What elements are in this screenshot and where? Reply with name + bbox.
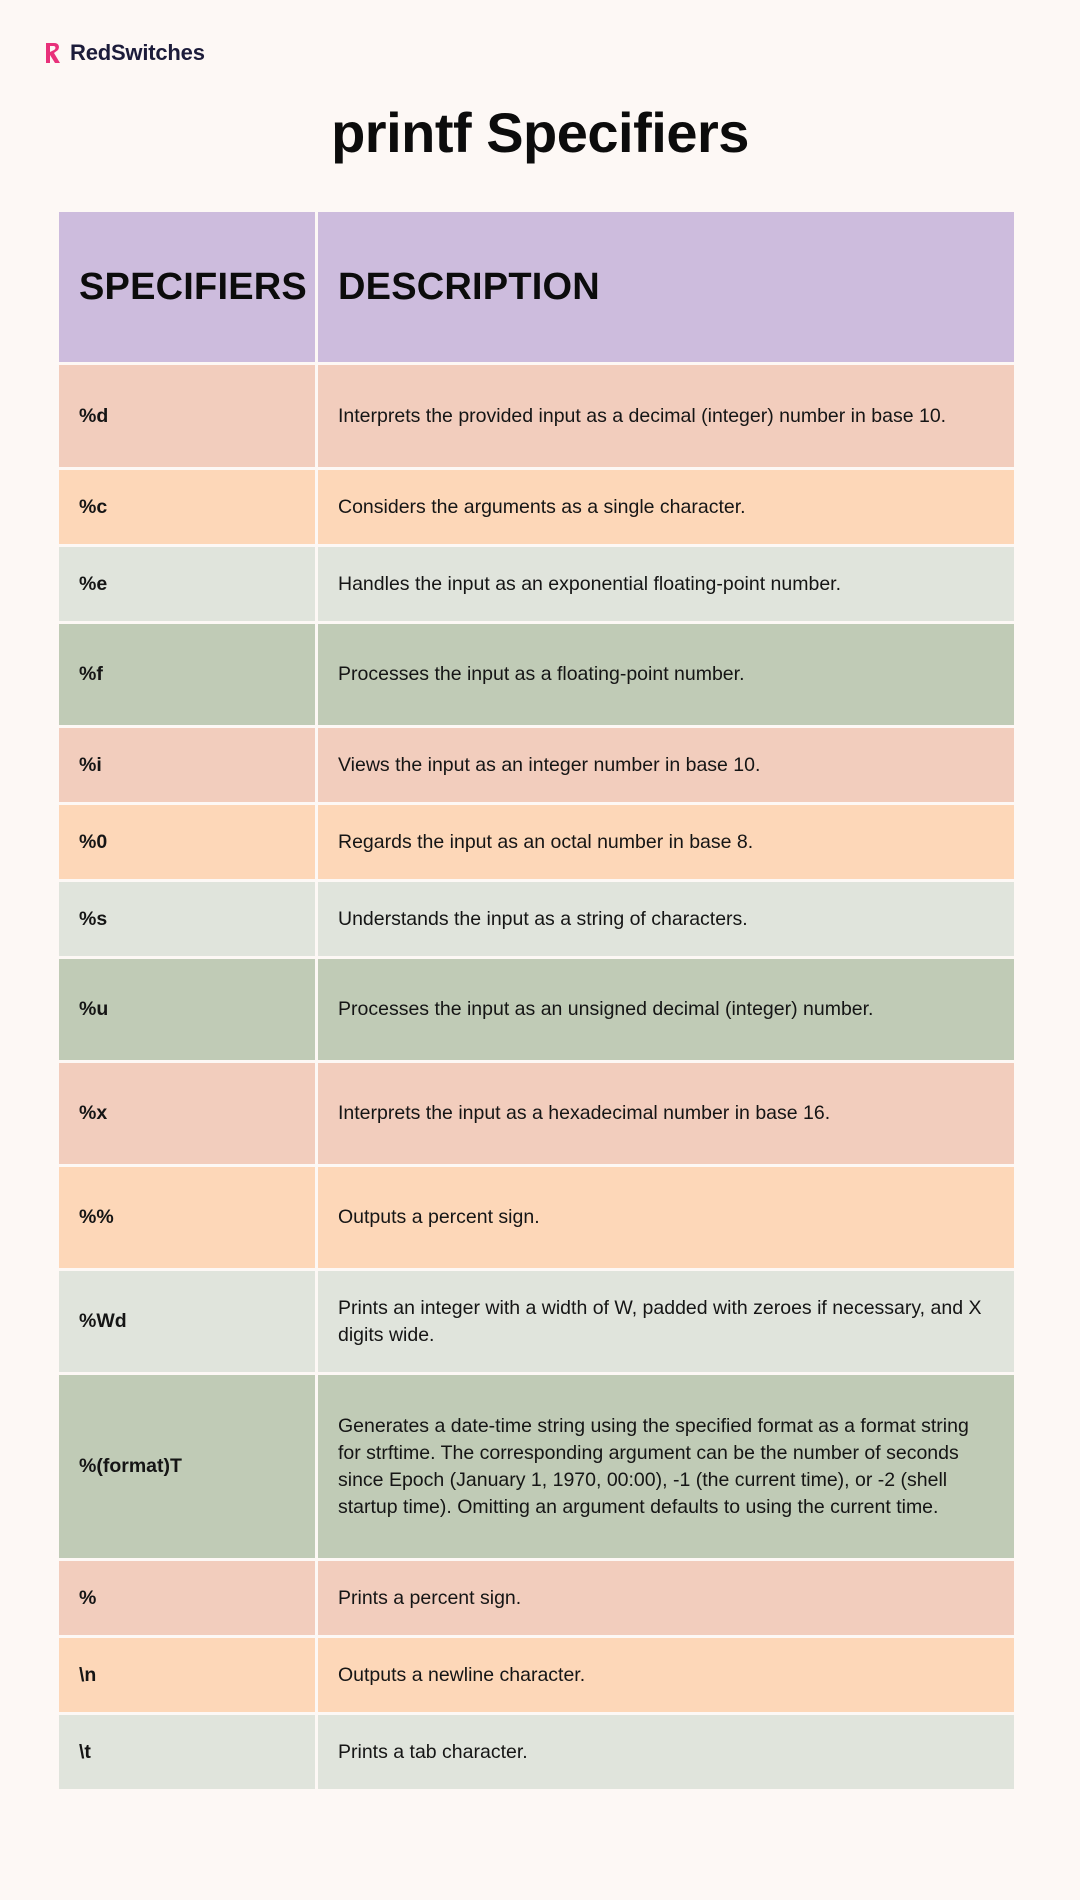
description-cell: Prints a percent sign. (317, 1560, 1016, 1637)
table-header-row (58, 211, 1016, 364)
redswitches-logo-icon (44, 41, 62, 65)
specifier-cell: \n (58, 1637, 317, 1714)
specifier-cell: %(format)T (58, 1374, 317, 1560)
specifier-cell: %0 (58, 804, 317, 881)
description-cell: Handles the input as an exponential floating-point number. (317, 546, 1016, 623)
description-cell: Interprets the input as a hexadecimal number in base 16. (317, 1062, 1016, 1166)
description-cell: Outputs a percent sign. (317, 1166, 1016, 1270)
specifier-cell: % (58, 1560, 317, 1637)
specifier-cell: %f (58, 623, 317, 727)
specifier-cell: %x (58, 1062, 317, 1166)
table-row (58, 881, 1016, 958)
header-specifiers: SPECIFIERS (58, 211, 317, 364)
table-row (58, 364, 1016, 469)
table-row (58, 1270, 1016, 1374)
specifier-cell: %e (58, 546, 317, 623)
table-row (58, 623, 1016, 727)
specifier-cell: %Wd (58, 1270, 317, 1374)
specifier-cell: %u (58, 958, 317, 1062)
specifier-cell: %s (58, 881, 317, 958)
specifiers-table-container (56, 209, 1014, 1792)
description-cell: Generates a date-time string using the specified format as a format string for strftime. The corresponding argument can be the number of seconds since Epoch (January 1, 1970, 00:00), -1 (the current time), or -2 (shell startup time). Omitting an argument defaults to using the current time. (317, 1374, 1016, 1560)
description-cell: Outputs a newline character. (317, 1637, 1016, 1714)
table-row (58, 1560, 1016, 1637)
specifier-cell: %c (58, 469, 317, 546)
description-cell: Prints a tab character. (317, 1714, 1016, 1791)
description-cell: Views the input as an integer number in base 10. (317, 727, 1016, 804)
specifier-cell: %% (58, 1166, 317, 1270)
table-row (58, 1166, 1016, 1270)
table-row (58, 1637, 1016, 1714)
brand-name: RedSwitches (70, 40, 205, 65)
description-cell: Interprets the provided input as a decimal (integer) number in base 10. (317, 364, 1016, 469)
specifiers-table (56, 209, 1017, 1792)
specifier-cell: %i (58, 727, 317, 804)
description-cell: Processes the input as a floating-point number. (317, 623, 1016, 727)
specifier-cell: \t (58, 1714, 317, 1791)
description-cell: Understands the input as a string of characters. (317, 881, 1016, 958)
description-cell: Prints an integer with a width of W, padded with zeroes if necessary, and X digits wide. (317, 1270, 1016, 1374)
table-row (58, 1714, 1016, 1791)
table-row (58, 469, 1016, 546)
table-row (58, 546, 1016, 623)
table-row (58, 958, 1016, 1062)
page-title: printf Specifiers (331, 101, 749, 164)
specifier-cell: %d (58, 364, 317, 469)
description-cell: Processes the input as an unsigned decimal (integer) number. (317, 958, 1016, 1062)
brand-logo[interactable] (44, 40, 205, 66)
table-row (58, 1374, 1016, 1560)
description-cell: Regards the input as an octal number in base 8. (317, 804, 1016, 881)
header-description: DESCRIPTION (317, 211, 1016, 364)
table-row (58, 804, 1016, 881)
description-cell: Considers the arguments as a single character. (317, 469, 1016, 546)
table-row (58, 727, 1016, 804)
table-row (58, 1062, 1016, 1166)
